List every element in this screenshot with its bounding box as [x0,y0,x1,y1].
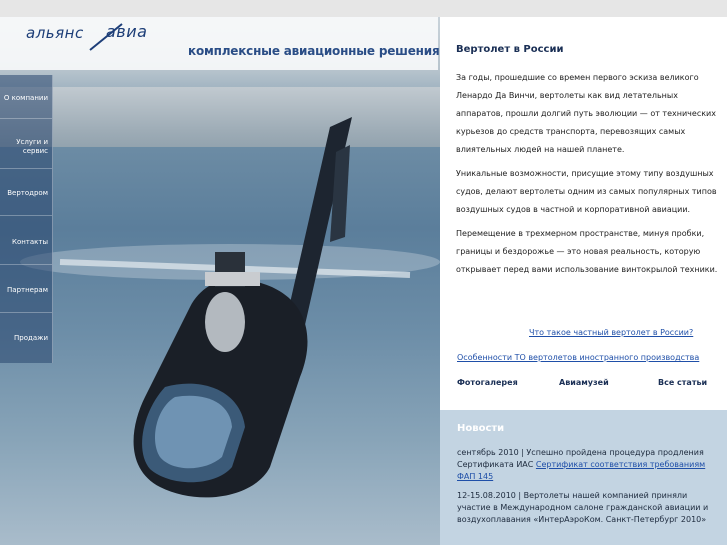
news-item-text: сентябрь 2010 | Успешно пройдена процедура продления Сертификата ИАС [457,448,704,469]
article-paragraph: Уникальные возможности, присущие этому типу воздушных судов, делают вертолеты одним из самых популярных типов воздушных судов в частной и корпоративной авиации. [456,169,717,214]
article [456,36,718,285]
helicopter-illustration [0,17,440,545]
logo[interactable] [26,22,148,42]
top-strip [0,0,727,17]
menu-divider [0,168,52,169]
certificate-link[interactable]: Сертификат соответствия требованиям ФАП 145 [457,460,706,481]
news-item [457,490,719,526]
menu-divider [0,264,52,265]
logo-part2: авиа [106,22,148,41]
menu-item-heliport[interactable]: Вертодром [7,189,48,197]
menu-item-sales[interactable]: Продажи [14,334,48,342]
menu-item-services[interactable]: Услуги и сервис [16,138,48,155]
news-title: Новости [457,423,505,434]
menu-item-contacts[interactable]: Контакты [11,238,48,246]
news-item [457,447,719,483]
museum-link[interactable]: Авиамузей [559,378,609,387]
slogan: комплексные авиационные решения [188,44,440,58]
logo-part1: альянс [26,24,84,42]
maintenance-link[interactable]: Особенности ТО вертолетов иностранного производства [457,353,700,362]
article-paragraph: Перемещение в трехмерном пространстве, минуя пробки, границы и бездорожье — это новая реальность, которую открывает перед вами использование винтокрылой техники. [456,229,718,274]
all-articles-link[interactable]: Все статьи [658,378,708,387]
private-helicopter-link[interactable]: Что такое частный вертолет в России? [529,328,694,337]
menu-divider [0,118,52,119]
menu-divider [0,312,52,313]
menu-item-partners[interactable]: Партнерам [7,286,48,294]
helicopter-photo [0,17,440,545]
article-title: Вертолет в России [456,44,564,55]
menu-divider [0,215,52,216]
logo-swoosh-icon [88,22,128,52]
article-paragraph: За годы, прошедшие со времен первого эскиза великого Ленардо Да Винчи, вертолеты как вид летательных аппаратов, прошли долгий путь эволюции — от технических курьезов до средств транспорта, перевозящих самых влиятельных людей на нашей планете. [456,73,716,154]
gallery-link[interactable]: Фотогалерея [457,378,518,387]
menu-item-about[interactable]: О компании [3,94,48,102]
news-item-text: 12-15.08.2010 | Вертолеты нашей компанией приняли участие в Международном салоне гражданской авиации и воздухоплавания «ИнтерАэроКом. Санкт-Петербург 2010» [457,491,709,524]
